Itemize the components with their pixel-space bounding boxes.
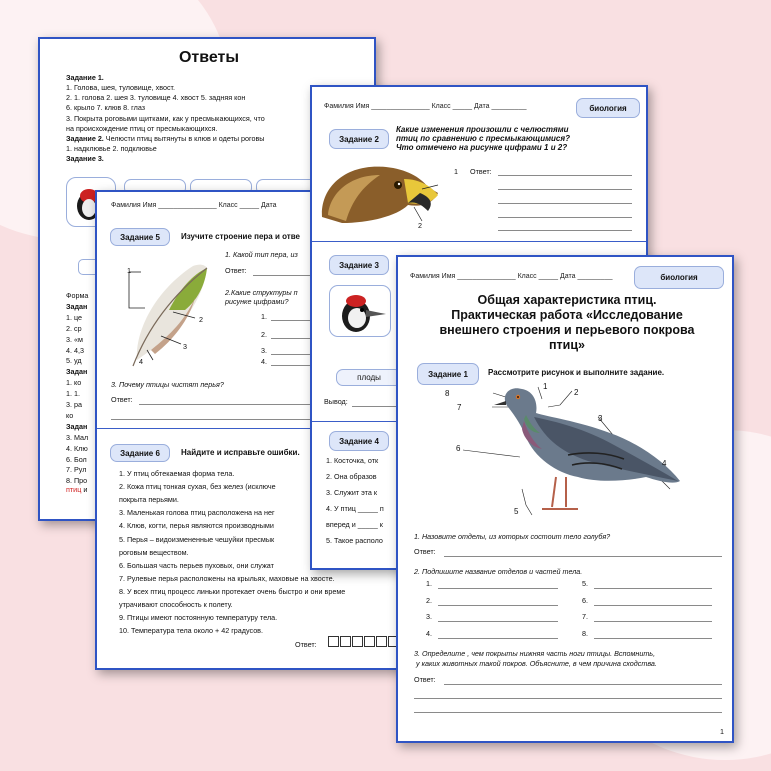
answers-line: 1. 1.	[66, 389, 80, 399]
pigeon-label: 3	[598, 414, 603, 423]
question-line: птиц по сравнению с пресмыкающимися?	[396, 134, 570, 143]
answers-line: 3. «м	[66, 334, 83, 344]
page-number: 1	[720, 727, 724, 736]
task-title: Изучите строение пера и отве	[181, 232, 300, 241]
answer-label: Ответ:	[295, 640, 317, 649]
answers-line: 1. це	[66, 312, 83, 322]
eagle-label: 2	[418, 221, 422, 230]
question: 2.Какие структуры п	[225, 288, 298, 297]
answers-line: птиц и	[66, 485, 88, 494]
answer-line	[594, 605, 712, 606]
answers-task1: Задание 1.	[66, 73, 104, 82]
answers-line: 2. 1. голова 2. шея 3. туловище 4. хвост 5. задняя кон	[66, 93, 246, 102]
feather-label: 3	[183, 342, 187, 351]
error-statement: 1. У птиц обтекаемая форма тела.	[119, 469, 235, 478]
task-label: Задание 4	[329, 431, 389, 451]
error-statement: 3. Маленькая голова птиц расположена на нег	[119, 508, 275, 518]
question: 3. Почему птицы чистят перья?	[111, 380, 224, 389]
eagle-head-illustration	[316, 157, 440, 229]
answer-label: Ответ:	[414, 675, 436, 684]
answer-label: Ответ:	[414, 547, 436, 556]
answer-line	[352, 406, 402, 407]
answers-line: Задан	[66, 421, 88, 431]
task-label: Задание 2	[329, 129, 389, 149]
main-worksheet	[396, 255, 734, 743]
error-statement: 6. Большая часть перьев пуховых, они служат	[119, 560, 274, 570]
answers-line: 7. Рул	[66, 465, 87, 475]
list-item: 3.	[261, 346, 267, 355]
section-divider	[312, 241, 648, 242]
sheet-header: Фамилия Имя _______________ Класс _____ Дата _________	[410, 273, 613, 280]
answers-line: ко	[66, 410, 74, 420]
list-item: 2.	[261, 330, 267, 339]
error-statement: 9. Птицы имеют постоянную температуру тела.	[119, 613, 278, 623]
answers-line	[66, 134, 264, 143]
answer-line	[438, 638, 558, 639]
answers-line: 5. уд	[66, 356, 82, 366]
answers-line: Задан	[66, 301, 88, 311]
answer-line	[438, 621, 558, 622]
error-statement: 2. Кожа птиц тонкая сухая, без желез (исключе	[119, 482, 276, 492]
sheet-header: Фамилия Имя _______________ Класс _____ Дата _________	[324, 103, 527, 110]
answers-line: 1. Голова, шея, туловище, хвост.	[66, 83, 176, 92]
feather-label: 1	[127, 266, 131, 275]
title-line: Практическая работа «Исследование	[451, 308, 683, 322]
part-item: 8.	[582, 628, 588, 638]
answer-cell[interactable]	[376, 636, 387, 647]
title-line: внешнего строения и перьевого покрова	[439, 323, 695, 337]
answer-cell[interactable]	[364, 636, 375, 647]
answer-label: Ответ:	[225, 266, 247, 275]
question: 1. Какой тип пера, из	[225, 250, 298, 259]
feather-label: 4	[139, 357, 143, 366]
conclusion-label: Вывод:	[324, 397, 348, 406]
part-item: 7.	[582, 612, 588, 621]
answer-line	[438, 588, 558, 589]
task4-item: 5. Такое располо	[326, 536, 383, 545]
answers-line: 3. Мал	[66, 432, 89, 442]
pigeon-illustration	[438, 377, 698, 527]
title-line: птиц»	[549, 338, 585, 352]
answer-line	[414, 698, 722, 699]
title-line: Общая характеристика птиц.	[477, 293, 657, 307]
answer-cell[interactable]	[328, 636, 339, 647]
answer-cell[interactable]	[352, 636, 363, 647]
error-statement: 4. Клюв, когти, перья являются производными	[119, 521, 274, 531]
part-item: 3.	[426, 612, 432, 621]
list-item: 4.	[261, 357, 267, 366]
part-item: 5.	[582, 579, 588, 588]
task4-item: 1. Косточка, отк	[326, 456, 379, 465]
error-statement: 8. У всех птиц процесс линьки протекает очень быстро и они време	[119, 586, 346, 596]
answer-line	[498, 203, 632, 204]
answers-task3: Задание 3.	[66, 154, 104, 163]
answers-line: Форма	[66, 291, 89, 300]
part-item: 6.	[582, 595, 588, 605]
question: 2. Подпишите название отделов и частей тела.	[414, 567, 583, 576]
pigeon-label: 5	[514, 507, 519, 516]
answer-cell[interactable]	[340, 636, 351, 647]
pigeon-label: 7	[457, 403, 462, 412]
woodpecker-thumbnail	[329, 285, 391, 337]
task-title: Найдите и исправьте ошибки.	[181, 448, 300, 457]
task-label: Задание 5	[110, 228, 170, 246]
answers-line: 3. ра	[66, 400, 82, 409]
answer-label: Ответ:	[111, 395, 133, 404]
part-item: 4.	[426, 628, 432, 638]
question: 3. Определите , чем покрыты нижняя часть ноги птицы. Вспомнить,	[414, 649, 656, 658]
answers-line: 4. Клю	[66, 443, 88, 453]
pigeon-label: 2	[574, 388, 579, 397]
answers-line: 1. надклювье 2. подклювье	[66, 144, 157, 153]
pigeon-label: 4	[662, 459, 667, 468]
answers-red-text: птиц	[66, 485, 82, 494]
pigeon-label: 1	[543, 382, 548, 391]
pigeon-label: 6	[456, 444, 461, 453]
task-label: Задание 1	[417, 363, 479, 385]
error-statement: 10. Температура тела около + 42 градусов.	[119, 626, 264, 636]
answer-line	[444, 684, 722, 685]
answers-task2-text: Челюсти птиц вытянуты в клюв и одеты роговы	[103, 134, 265, 143]
question: рисунке цифрами?	[225, 297, 289, 306]
error-statement: 7. Рулевые перья расположены на крыльях, маховые на хвосте.	[119, 573, 335, 583]
answers-line: 4. 4,3	[66, 345, 84, 355]
question-line: Что отмечено на рисунке цифрами 1 и 2?	[396, 143, 568, 152]
answer-line	[444, 556, 722, 557]
error-statement: роговым веществом.	[119, 547, 189, 557]
answer-line	[594, 638, 712, 639]
answer-line	[498, 217, 632, 218]
answers-line: 6. Бол	[66, 454, 87, 464]
task4-item: вперед и _____ к	[326, 520, 383, 529]
pigeon-label: 8	[445, 389, 450, 398]
answers-line: 6. крыло 7. клюв 8. глаз	[66, 103, 146, 112]
subject-badge: биология	[634, 266, 724, 289]
answer-line	[414, 712, 722, 713]
question-line: Какие изменения произошли с челюстями	[396, 125, 569, 134]
task-label: Задание 3	[329, 255, 389, 275]
answer-line	[594, 621, 712, 622]
question: у каких животных такой покров. Объясните, в чем причина сходства.	[416, 659, 657, 668]
answer-line	[498, 230, 632, 231]
answer-line	[594, 588, 712, 589]
plody-box: плоды	[336, 369, 402, 386]
sheet-header: Фамилия Имя _______________ Класс _____ Дата	[111, 202, 277, 209]
error-statement: покрыта перьями.	[119, 495, 179, 505]
question: 1. Назовите отделы, из которых состоит тело голубя?	[414, 532, 611, 541]
answers-line: 2. ср	[66, 323, 82, 333]
error-statement: утрачивают способность к полету.	[119, 600, 233, 609]
list-item: 1.	[261, 312, 267, 321]
answers-line: 8. Про	[66, 476, 88, 486]
task4-item: 2. Она образов	[326, 472, 377, 481]
error-statement: 5. Перья – видоизмененные чешуйки пресмык	[119, 534, 275, 544]
answers-task2: Задание 2.	[66, 134, 104, 143]
subject-badge: биология	[576, 98, 640, 118]
answers-line: 3. Покрыта роговыми щитками, как у пресмыкающихся, что	[66, 114, 265, 123]
answers-title: Ответы	[178, 49, 240, 66]
eagle-label: 1	[454, 167, 458, 176]
task-label: Задание 6	[110, 444, 170, 462]
task4-item: 3. Служит эта к	[326, 488, 378, 497]
answer-line	[498, 175, 632, 176]
answers-line: на происхождение птиц от пресмыкающихся.	[66, 124, 218, 133]
answers-line: Задан	[66, 367, 88, 377]
task-instruction: Рассмотрите рисунок и выполните задание.	[488, 368, 665, 377]
feather-label: 2	[199, 315, 203, 324]
part-item: 2.	[426, 595, 432, 605]
part-item: 1.	[426, 579, 432, 588]
answer-line	[498, 189, 632, 190]
task4-item: 4. У птиц _____ п	[326, 504, 384, 513]
answer-line	[438, 605, 558, 606]
answers-line: 1. ко	[66, 378, 82, 388]
answer-label: Ответ:	[470, 167, 492, 176]
